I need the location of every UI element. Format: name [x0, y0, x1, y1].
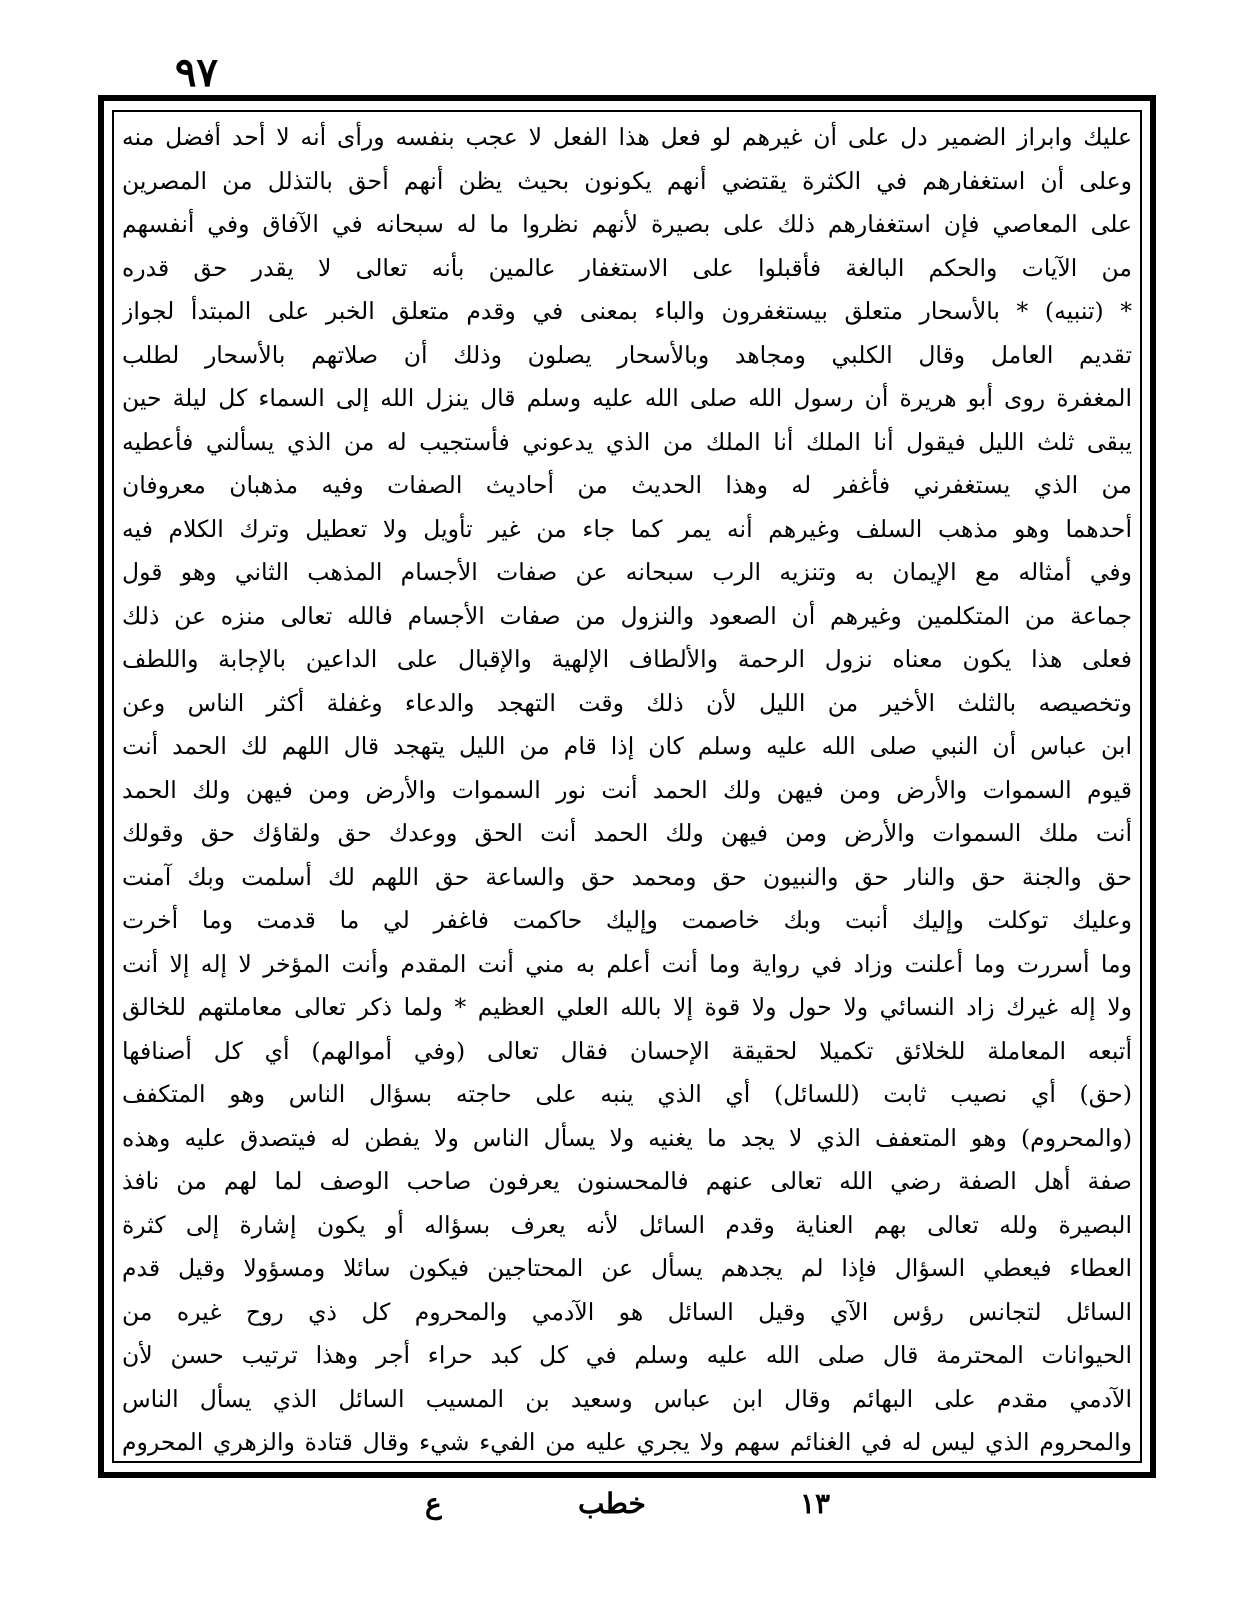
text-line: وعلى أن استغفارهم في الكثرة يقتضي أنهم يكونون بحيث يظن أنهم أحق بالتذلل من المصرين [122, 166, 1132, 195]
text-line: جماعة من المتكلمين وغيرهم أن الصعود والنزول من صفات الأجسام فالله تعالى منزه عن ذلك [122, 601, 1132, 630]
text-line: وعليك توكلت وإليك أنبت وبك خاصمت وإليك حاكمت فاغفر لي ما قدمت وما أخرت [122, 906, 1132, 934]
text-line: يبقى ثلث الليل فيقول أنا الملك أنا الملك من الذي يدعوني فأستجيب له من الذي يسألني فأعطيه [122, 427, 1132, 456]
text-line: وفي أمثاله مع الإيمان به وتنزيه الرب سبحانه عن صفات الأجسام المذهب الثاني وهو قول [122, 558, 1132, 586]
text-line: ابن عباس أن النبي صلى الله عليه وسلم كان إذا قام من الليل يتهجد قال اللهم لك الحمد أنت [122, 732, 1132, 760]
printer-signature [0, 1484, 1240, 1524]
text-line: الحيوانات المحترمة قال صلى الله عليه وسلم في كل كبد حراء أجر وهذا ترتيب حسن لأن [122, 1341, 1132, 1369]
text-line: عليك وابراز الضمير دل على أن غيرهم لو فعل هذا الفعل لا عجب بنفسه ورأى أنه لا أحد أفضل منه [122, 123, 1132, 151]
text-line: صفة أهل الصفة رضي الله تعالى عنهم فالمحسنون يعرفون صاحب الوصف لما لهم من نافذ [122, 1167, 1132, 1195]
text-line: المغفرة روى أبو هريرة أن رسول الله صلى الله عليه وسلم قال ينزل الله إلى السماء كل ليلة حين [122, 384, 1132, 412]
page-number: ٩٧ [175, 49, 218, 96]
text-line: (حق) أي نصيب ثابت (للسائل) أي الذي ينبه على حاجته بسؤال الناس وهو المتكفف [122, 1080, 1132, 1108]
text-line: أحدهما وهو مذهب السلف وغيرهم أنه يمر كما جاء من غير تأويل ولا تعطيل وترك الكلام فيه [122, 514, 1132, 543]
text-body [122, 116, 1132, 1465]
text-line: * (تنبيه) * بالأسحار متعلق بيستغفرون والباء بمعنى في وقدم متعلق الخبر على المبتدأ لجواز [122, 297, 1132, 325]
signature-number: ١٣ [800, 1487, 831, 1520]
text-line: البصيرة ولله تعالى بهم العناية وقدم السائل لأنه يعرف بسؤاله أو يكون إشارة إلى كثرة [122, 1210, 1132, 1239]
text-line: حق والجنة حق والنار حق والنبيون حق ومحمد حق والساعة حق اللهم لك أسلمت وبك آمنت [122, 862, 1132, 891]
text-line: والمحروم الذي ليس له في الغنائم سهم ولا يجري عليه من الفيء شيء وقال قتادة والزهري المحروم [122, 1428, 1132, 1456]
signature-word: خطب [578, 1487, 646, 1520]
text-line: تقديم العامل وقال الكلبي ومجاهد وبالأسحار يصلون وذلك أن صلاتهم بالأسحار لطلب [122, 340, 1132, 369]
text-line: فعلى هذا يكون معناه نزول الرحمة والألطاف الإلهية والإقبال على الداعين بالإجابة واللطف [122, 645, 1132, 673]
signature-letter: ع [425, 1487, 442, 1520]
text-line: من الآيات والحكم البالغة فأقبلوا على الاستغفار عالمين بأنه تعالى لا يقدر حق قدره [122, 253, 1132, 282]
text-line: من الذي يستغفرني فأغفر له وهذا الحديث من أحاديث الصفات وفيه مذهبان معروفان [122, 471, 1132, 499]
text-line: ولا إله غيرك زاد النسائي ولا حول ولا قوة إلا بالله العلي العظيم * ولما ذكر تعالى معاملتهم للخالق [122, 993, 1132, 1021]
text-line: وما أسررت وما أعلنت وزاد في رواية وما أنت أعلم به مني أنت المقدم وأنت المؤخر لا إله إلا أنت [122, 949, 1132, 978]
text-line: وتخصيصه بالثلث الأخير من الليل لأن ذلك وقت التهجد والدعاء وغفلة أكثر الناس وعن [122, 688, 1132, 717]
text-line: على المعاصي فإن استغفارهم ذلك على بصيرة لأنهم نظروا ما له سبحانه في الآفاق وفي أنفسهم [122, 210, 1132, 238]
text-line: قيوم السموات والأرض ومن فيهن ولك الحمد أنت نور السموات والأرض ومن فيهن ولك الحمد [122, 775, 1132, 804]
text-line: الآدمي مقدم على البهائم وقال ابن عباس وسعيد بن المسيب السائل الذي يسأل الناس [122, 1384, 1132, 1413]
text-line: السائل لتجانس رؤس الآي وقيل السائل هو الآدمي والمحروم كل ذي روح غيره من [122, 1297, 1132, 1326]
text-line: أنت ملك السموات والأرض ومن فيهن ولك الحمد أنت الحق ووعدك حق ولقاؤك حق وقولك [122, 819, 1132, 847]
text-line: (والمحروم) وهو المتعفف الذي لا يجد ما يغنيه ولا يسأل الناس ولا يفطن له فيتصدق عليه وهذه [122, 1123, 1132, 1152]
text-line: أتبعه المعاملة للخلائق تكميلا لحقيقة الإحسان فقال تعالى (وفي أموالهم) أي كل أصنافها [122, 1036, 1132, 1065]
text-line: العطاء فيعطي السؤال فإذا لم يجدهم يسأل عن المحتاجين فيكون سائلا ومسؤولا وقيل قدم [122, 1254, 1132, 1282]
